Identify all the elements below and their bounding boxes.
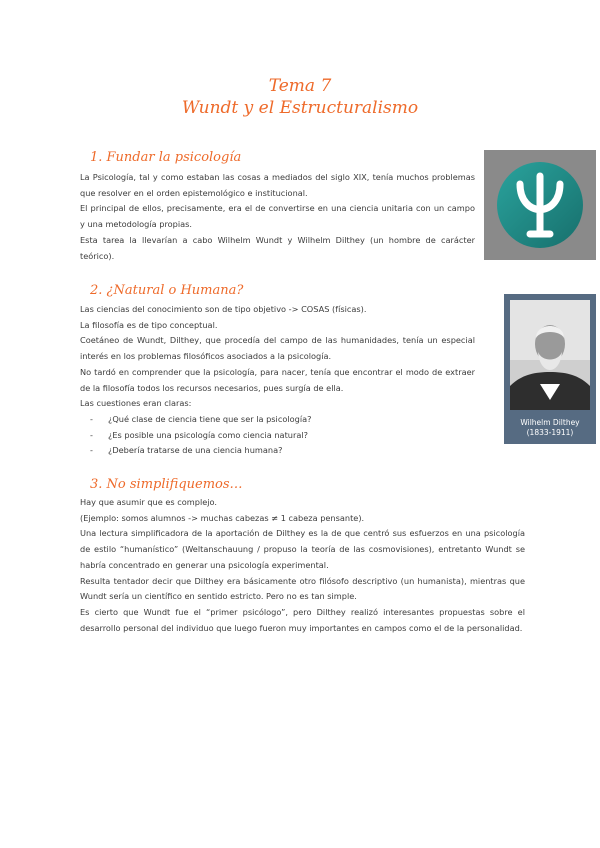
document-title-line2: Wundt y el Estructuralismo: [181, 98, 419, 118]
section-3-heading: 3. No simplifiquemos…: [90, 477, 243, 492]
paragraph: No tardó en comprender que la psicología, para nacer, tenía que encontrar el modo de extraer de la filosofía todos los recursos necesarios, pues surgía de ella.: [80, 366, 475, 393]
paragraph: El principal de ellos, precisamente, era el de convertirse en una ciencia unitaria con un campo y una metodología propias.: [80, 203, 475, 230]
portrait-photo: [510, 300, 590, 410]
psi-symbol-icon: [484, 150, 596, 260]
psi-logo-image: [484, 150, 596, 260]
section-1-heading: 1. Fundar la psicología: [90, 150, 242, 165]
list-item: - ¿Debería tratarse de una ciencia humana?: [80, 443, 475, 459]
question-list: [80, 412, 475, 459]
paragraph: Resulta tentador decir que Dilthey era básicamente otro filósofo descriptivo (un humanista), mientras que Wundt sería un científico en sentido estricto. Pero no es tan simple.: [80, 575, 525, 602]
section-2-heading: 2. ¿Natural o Humana?: [90, 283, 244, 298]
paragraph: Las ciencias del conocimiento son de tipo objetivo -> COSAS (físicas).: [80, 304, 367, 314]
paragraph: Hay que asumir que es complejo.: [80, 497, 218, 507]
portrait-icon: [510, 300, 590, 410]
document-title-line1: Tema 7: [268, 76, 332, 96]
portrait-caption-name: Wilhelm Dilthey: [520, 418, 580, 427]
list-item: - ¿Es posible una psicología como ciencia natural?: [80, 428, 475, 444]
section-2-body: [80, 302, 475, 459]
paragraph: La Psicología, tal y como estaban las cosas a mediados del siglo XIX, tenía muchos problemas que resolver en el orden epistemológico e institucional.: [80, 172, 475, 198]
paragraph: Una lectura simplificadora de la aportación de Dilthey es la de que centró sus esfuerzos en una psicología de estilo “humanístico” (Weltanschauung / propuso la teoría de las cosmovisiones), entretanto Wundt se habría concentrado en generar una psicología experimental.: [80, 528, 525, 570]
dilthey-portrait: [504, 294, 596, 444]
paragraph: Las cuestiones eran claras:: [80, 398, 192, 409]
paragraph: La filosofía es de tipo conceptual.: [80, 319, 218, 330]
list-item: - ¿Qué clase de ciencia tiene que ser la psicología?: [80, 412, 475, 428]
paragraph: Es cierto que Wundt fue el “primer psicólogo”, pero Dilthey realizó interesantes propuestas sobre el desarrollo personal del individuo que luego fueron muy importantes en campos como el de la personalidad.: [80, 606, 525, 633]
paragraph: Coetáneo de Wundt, Dilthey, que procedía del campo de las humanidades, tenía un especial interés en los problemas filosóficos asociados a la psicología.: [80, 335, 475, 362]
section-1-body: [80, 170, 475, 264]
section-3-body: [80, 495, 525, 636]
paragraph: (Ejemplo: somos alumnos -> muchas cabezas ≠ 1 cabeza pensante).: [80, 512, 365, 523]
portrait-caption-years: (1833-1911): [526, 428, 574, 437]
paragraph: Esta tarea la llevarían a cabo Wilhelm Wundt y Wilhelm Dilthey (un hombre de carácter teórico).: [80, 234, 475, 261]
